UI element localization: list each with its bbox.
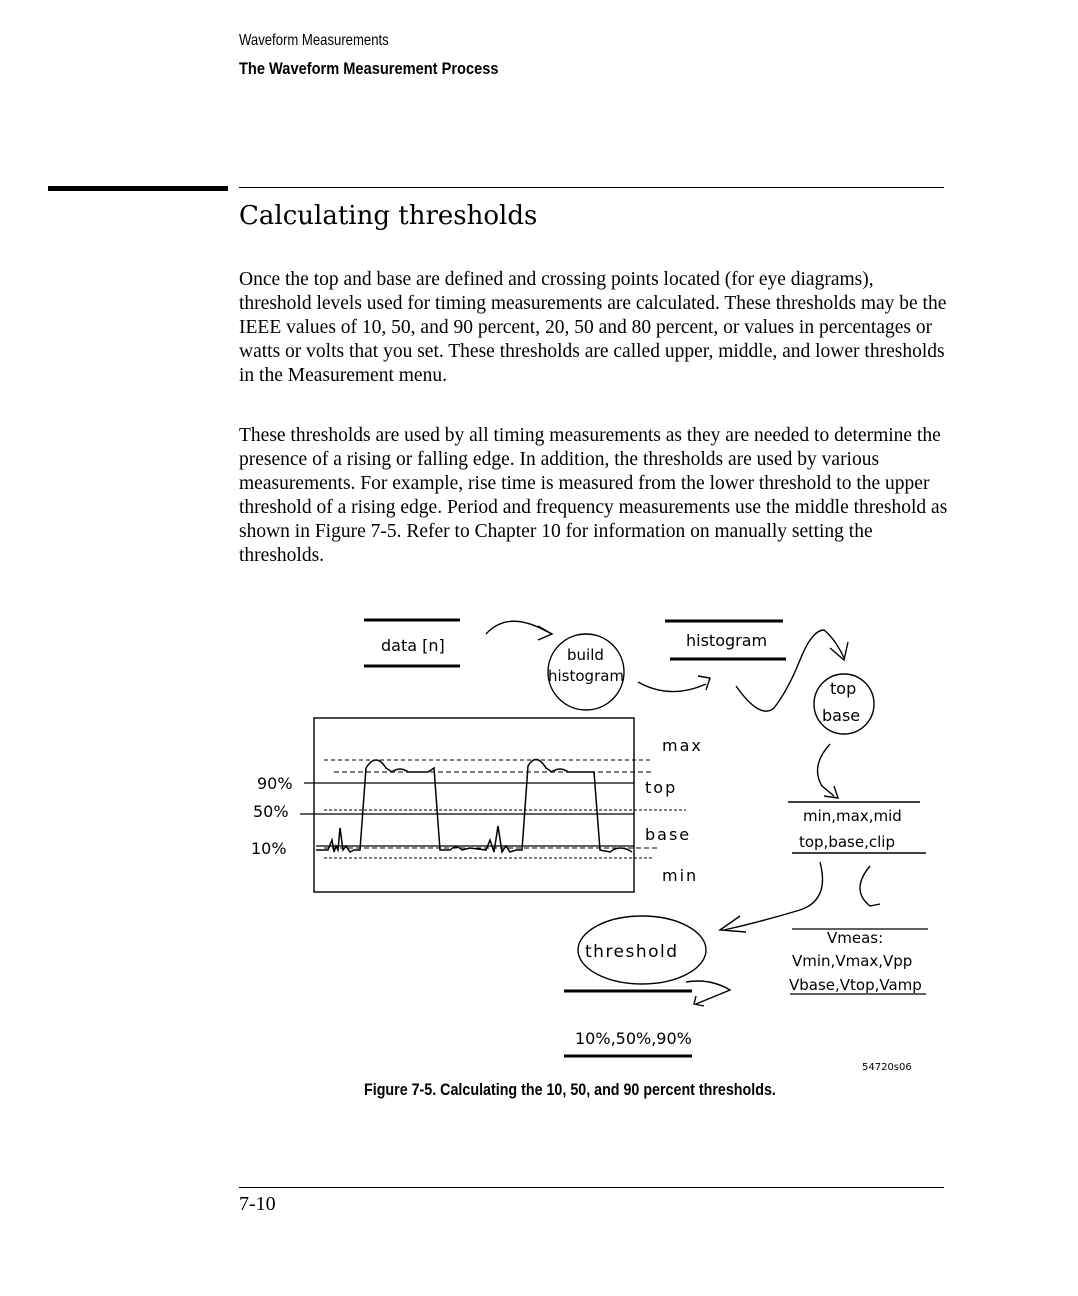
arrow-to-result	[686, 981, 730, 1004]
waveform-trace	[316, 759, 632, 852]
section-marker-bar	[48, 186, 228, 191]
level-top-label: top	[645, 778, 678, 797]
result-label: 10%,50%,90%	[575, 1029, 692, 1048]
section-title: Calculating thresholds	[239, 201, 538, 231]
data-label: data [n]	[381, 636, 445, 655]
arrow-to-vmeas	[860, 866, 880, 906]
running-header-section: Waveform Measurements	[239, 32, 389, 49]
diagram-svg	[240, 600, 940, 1080]
arrow-to-histogram	[638, 682, 706, 692]
arrow-to-threshold	[724, 862, 823, 930]
arrow-to-minmax	[818, 744, 835, 796]
arrow-to-minmax-head	[824, 786, 838, 798]
figure-caption: Figure 7-5. Calculating the 10, 50, and 90 percent thresholds.	[364, 1080, 776, 1099]
pct-50-label: 50%	[253, 802, 289, 821]
minmax-line2: top,base,clip	[799, 833, 895, 851]
arrow-to-histogram-head	[698, 676, 710, 690]
minmax-line1: min,max,mid	[803, 807, 902, 825]
pct-90-label: 90%	[257, 774, 293, 793]
paragraph-1: Once the top and base are defined and crossing points located (for eye diagrams), threshold levels used for timing measurements are calculated. These thresholds may be the IEEE values of 10, 50, and 90 percent, 20, 50 and 80 percent, or values in percentages or watts or volts that you set. These thresholds are called upper, middle, and lower thresholds in the Measurement menu.	[239, 269, 947, 386]
paragraph-2: These thresholds are used by all timing measurements as they are needed to determine the presence of a rising or falling edge. In addition, the thresholds are used by various measurements. For example, rise time is measured from the lower threshold to the upper threshold of a rising edge. Period and frequency measurements use the middle threshold as shown in Figure 7-5. Refer to Chapter 10 for information on manually setting the thresholds.	[239, 425, 948, 566]
arrow-to-threshold-head	[720, 916, 746, 932]
vmeas-line1: Vmeas:	[827, 929, 884, 947]
vmeas-line3: Vbase,Vtop,Vamp	[789, 976, 922, 994]
level-min-label: min	[662, 866, 699, 885]
running-header-subsection: The Waveform Measurement Process	[239, 59, 499, 78]
threshold-label: threshold	[585, 942, 679, 962]
arrow-to-topbase-head	[830, 642, 848, 660]
vmeas-line2: Vmin,Vmax,Vpp	[792, 952, 913, 970]
build-label-line1: build	[567, 646, 604, 664]
top-label: top	[830, 679, 857, 698]
figure-id-label: 54720s06	[862, 1062, 912, 1073]
level-max-label: max	[662, 736, 703, 755]
pct-10-label: 10%	[251, 839, 287, 858]
figure-thresholds-diagram	[240, 600, 940, 1080]
build-label-line2: histogram	[548, 667, 625, 685]
histogram-label: histogram	[686, 631, 768, 650]
footer-rule	[239, 1187, 944, 1188]
page-number: 7-10	[239, 1193, 276, 1215]
level-base-label: base	[645, 825, 692, 844]
section-rule	[239, 187, 944, 188]
base-label: base	[822, 706, 861, 725]
waveform-box	[314, 718, 634, 892]
